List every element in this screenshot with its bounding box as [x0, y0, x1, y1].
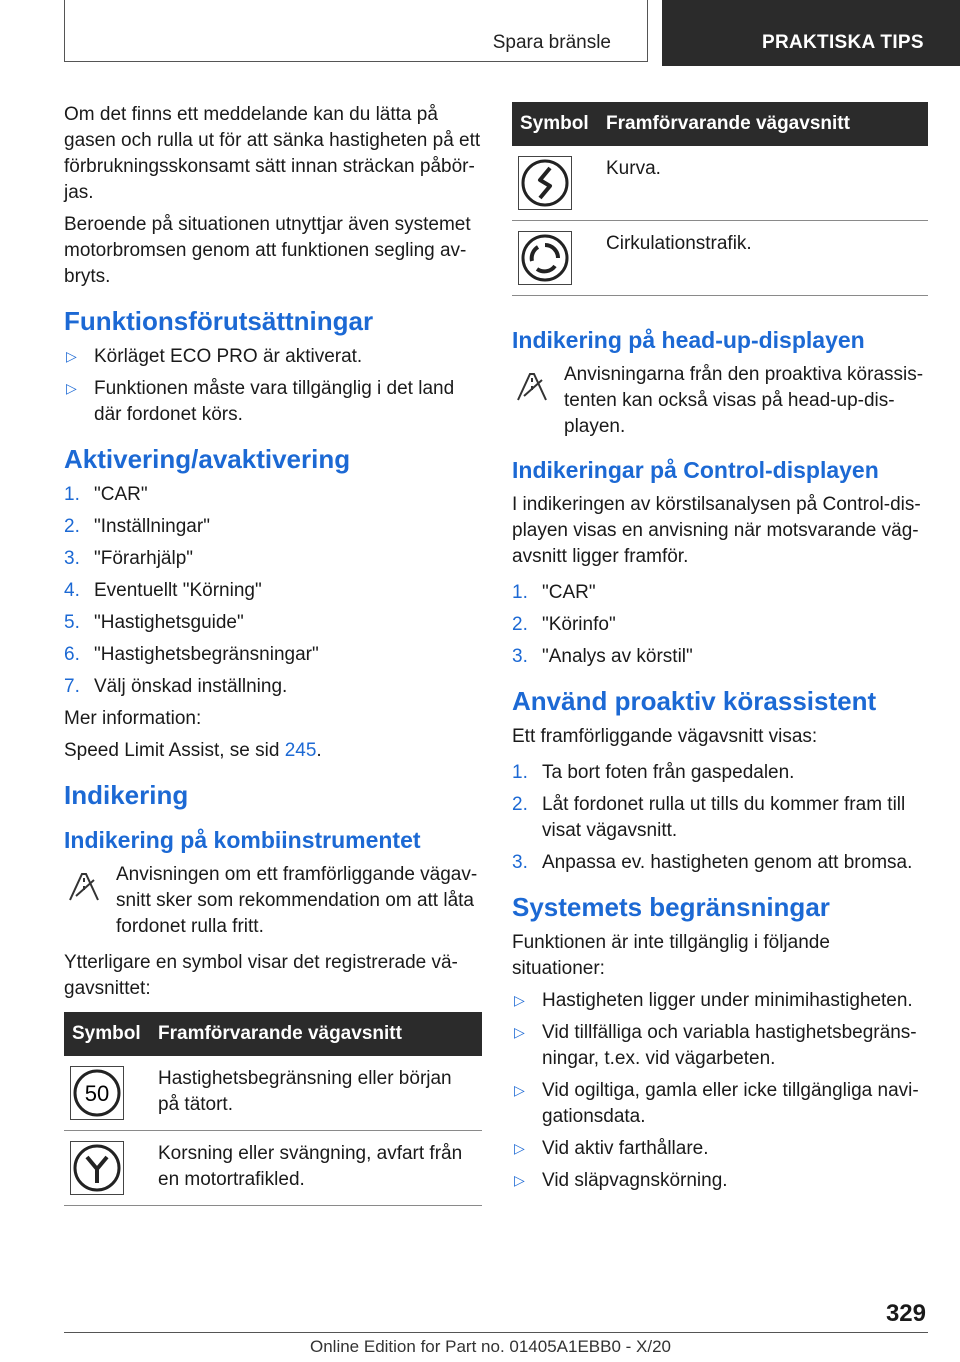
heading-aktivering: Aktivering/avaktivering — [64, 444, 351, 474]
table-row: Cirkulationstrafik. — [512, 221, 928, 296]
list-item: 1. "CAR" — [64, 484, 148, 505]
triangle-bullet-icon: ▷ — [514, 1140, 525, 1156]
list-item: ▷ Vid tillfälliga och variabla hastighetsbegräns-ningar, t.ex. vid vägarbeten. — [512, 1020, 928, 1072]
heading-kombiinstrument: Indikering på kombiinstrumentet — [64, 827, 421, 853]
list-item: 2. Låt fordonet rulla ut tills du kommer fram till visat vägavsnitt. — [512, 794, 906, 841]
footer-divider — [64, 1332, 928, 1333]
page-number: 329 — [885, 1300, 926, 1327]
symbol-table-right — [512, 102, 928, 296]
control-display-paragraph: I indikeringen av körstilsanalysen på Control-dis-playen visas en anvisning när motsvarande väg-avsnitt ligger framför. — [512, 494, 921, 567]
anvand-paragraph: Ett framförliggande vägavsnitt visas: — [512, 726, 818, 747]
curve-icon — [518, 156, 572, 210]
table-row: Kurva. — [512, 146, 928, 221]
extra-symbol-paragraph: Ytterligare en symbol visar det registrerade vä-gavsnittet: — [64, 952, 458, 999]
list-item: 2. "Körinfo" — [512, 614, 616, 635]
list-item: 1. Ta bort foten från gaspedalen. — [512, 762, 795, 783]
begr-paragraph: Funktionen är inte tillgänglig i följande situationer: — [512, 932, 830, 979]
more-info-label: Mer information: — [64, 708, 202, 729]
svg-text:50: 50 — [84, 1081, 110, 1106]
limitations-list — [512, 988, 928, 1194]
page-link-245[interactable]: 245 — [284, 740, 317, 761]
speed-limit-assist-ref: Speed Limit Assist, se sid 245. — [64, 740, 322, 761]
heading-funktionsforutsattningar: Funktionsförutsättningar — [64, 306, 374, 336]
list-item: 5. "Hastighetsguide" — [64, 612, 244, 633]
triangle-bullet-icon: ▷ — [514, 1082, 525, 1098]
roundabout-icon — [518, 231, 572, 285]
column-header-symbol: Symbol — [64, 1012, 150, 1056]
triangle-bullet-icon: ▷ — [514, 992, 525, 1008]
list-item: 1. "CAR" — [512, 582, 596, 603]
proactive-assistant-icon — [64, 866, 104, 906]
section-title: Spara bränsle — [492, 32, 611, 53]
engine-brake-paragraph: Beroende på situationen utnyttjar även systemet motorbromsen genom att funktionen segling av-bryts. — [64, 214, 471, 287]
hud-note: Anvisningarna från den proaktiva körassis-tenten kan också visas på head-up-dis-playen. — [512, 362, 928, 440]
list-item: ▷ Funktionen måste vara tillgänglig i det land där fordonet körs. — [64, 376, 482, 428]
heading-hud: Indikering på head-up-displayen — [512, 327, 865, 353]
header-left-frame — [64, 0, 648, 62]
footer-edition: Online Edition for Part no. 01405A1EBB0 - X/20 — [310, 1337, 672, 1356]
list-item: ▷ Hastigheten ligger under minimihastigheten. — [512, 988, 928, 1014]
list-item: ▷ Vid släpvagnskörning. — [512, 1168, 928, 1194]
proactive-assistant-icon — [512, 366, 552, 406]
left-column — [64, 102, 482, 1214]
heading-begransningar: Systemets begränsningar — [512, 892, 830, 922]
list-item: 4. Eventuellt "Körning" — [64, 580, 262, 601]
usage-steps — [512, 760, 928, 876]
table-row: Korsning eller svängning, avfart från en motortrafikled. — [64, 1131, 482, 1206]
kombi-note: Anvisningen om ett framförliggande vägav-snitt sker som rekommendation om att låta fordonet rulla fritt. — [64, 862, 482, 940]
speed-limit-50-icon — [70, 1066, 124, 1120]
activation-steps — [64, 482, 482, 700]
heading-indikering: Indikering — [64, 780, 189, 810]
list-item: 3. "Analys av körstil" — [512, 646, 693, 667]
intro-paragraph: Om det finns ett meddelande kan du lätta på gasen och rulla ut för att sänka hastigheten på ett förbrukningsskonsamt sätt innan sträckan påbör-jas. — [64, 104, 481, 203]
heading-anvand: Använd proaktiv körassistent — [512, 686, 877, 716]
right-column — [512, 102, 928, 1200]
list-item: ▷ Körläget ECO PRO är aktiverat. — [64, 344, 482, 370]
junction-icon — [70, 1141, 124, 1195]
column-header-symbol: Symbol — [512, 102, 598, 146]
triangle-bullet-icon: ▷ — [514, 1024, 525, 1040]
chapter-title: PRAKTISKA TIPS — [762, 32, 924, 53]
list-item: 3. Anpassa ev. hastigheten genom att bromsa. — [512, 852, 913, 873]
triangle-bullet-icon: ▷ — [514, 1172, 525, 1188]
control-steps — [512, 580, 928, 670]
triangle-bullet-icon: ▷ — [66, 380, 77, 396]
column-header-desc: Framförvarande vägavsnitt — [150, 1012, 482, 1056]
list-item: 2. "Inställningar" — [64, 516, 210, 537]
table-row: 50 Hastighetsbegränsning eller början på tätort. — [64, 1056, 482, 1131]
requirements-list — [64, 344, 482, 428]
triangle-bullet-icon: ▷ — [66, 348, 77, 364]
list-item: 3. "Förarhjälp" — [64, 548, 194, 569]
list-item: 6. "Hastighetsbegränsningar" — [64, 644, 319, 665]
list-item: ▷ Vid aktiv farthållare. — [512, 1136, 928, 1162]
list-item: ▷ Vid ogiltiga, gamla eller icke tillgängliga navi-gationsdata. — [512, 1078, 928, 1130]
heading-control-display: Indikeringar på Control-displayen — [512, 457, 879, 483]
symbol-table-left — [64, 1012, 482, 1206]
column-header-desc: Framförvarande vägavsnitt — [598, 102, 928, 146]
list-item: 7. Välj önskad inställning. — [64, 676, 288, 697]
chapter-tab — [662, 0, 960, 66]
